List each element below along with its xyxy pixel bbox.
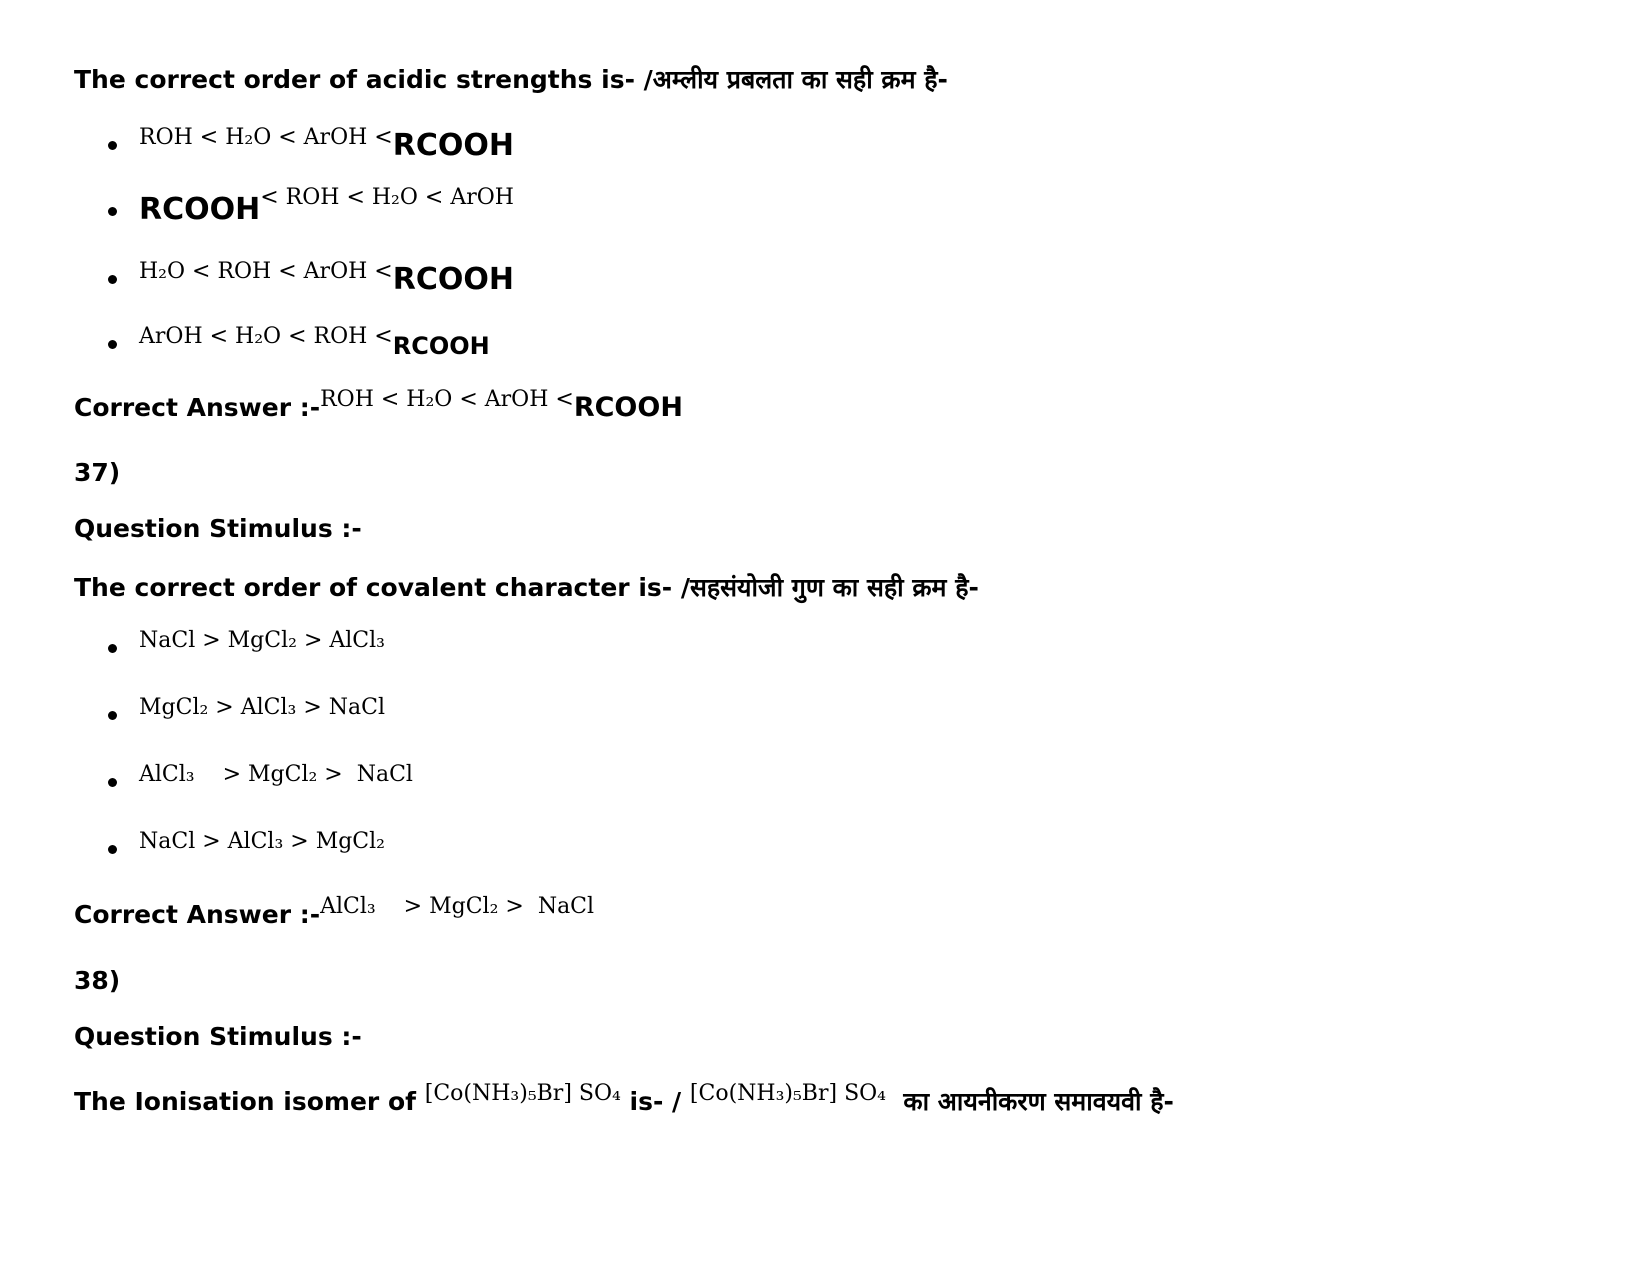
bullet-icon: [108, 711, 117, 720]
option-rcooh: RCOOH: [392, 262, 514, 297]
option-rcooh: RCOOH: [139, 192, 261, 227]
question-text: The correct order of acidic strengths is- /अम्लीय प्रबलता का सही क्रम है-: [74, 65, 948, 94]
question-text: [74, 1081, 1174, 1118]
complex-formula: [Co(NH₃)₅Br] SO₄: [424, 1081, 621, 1106]
correct-answer: [74, 894, 595, 929]
answer-label: Correct Answer :-: [74, 900, 321, 929]
stimulus-label: Question Stimulus :-: [74, 514, 362, 543]
bullet-icon: [108, 141, 117, 150]
bullet-icon: [108, 275, 117, 284]
answer-label: Correct Answer :-: [74, 393, 321, 422]
option-rcooh: RCOOH: [392, 128, 514, 163]
question-number: 38): [74, 966, 121, 995]
stimulus-label: Question Stimulus :-: [74, 1022, 362, 1051]
option-formula: NaCl > MgCl₂ > AlCl₃: [139, 628, 385, 653]
option-item[interactable]: [0, 323, 490, 360]
option-item[interactable]: [0, 628, 385, 657]
option-item[interactable]: [0, 695, 385, 724]
option-item[interactable]: [0, 124, 514, 163]
option-formula: MgCl₂ > AlCl₃ > NaCl: [139, 695, 385, 720]
answer-rcooh: RCOOH: [573, 392, 683, 423]
bullet-icon: [108, 644, 117, 653]
complex-formula: [Co(NH₃)₅Br] SO₄: [689, 1081, 886, 1106]
question-number: 37): [74, 458, 121, 487]
option-item[interactable]: [0, 829, 385, 858]
option-item[interactable]: [0, 185, 514, 227]
bullet-icon: [108, 340, 117, 349]
option-formula: H₂O < ROH < ArOH <: [139, 259, 393, 284]
option-formula: NaCl > AlCl₃ > MgCl₂: [139, 829, 385, 854]
bullet-icon: [108, 207, 117, 216]
option-formula: ROH < H₂O < ArOH <: [139, 125, 393, 150]
option-item[interactable]: [0, 762, 413, 791]
question-part: The Ionisation isomer of: [74, 1087, 425, 1116]
bullet-icon: [108, 778, 117, 787]
answer-formula: AlCl₃ > MgCl₂ > NaCl: [320, 894, 595, 919]
question-text: The correct order of covalent character is- /सहसंयोजी गुण का सही क्रम है-: [74, 573, 979, 602]
option-formula: < ROH < H₂O < ArOH: [260, 185, 514, 210]
option-formula: AlCl₃ > MgCl₂ > NaCl: [139, 762, 413, 787]
question-part: का आयनीकरण समावयवी है-: [886, 1087, 1174, 1116]
option-item[interactable]: [0, 258, 514, 297]
option-formula: ArOH < H₂O < ROH <: [139, 323, 393, 349]
answer-formula: ROH < H₂O < ArOH <: [320, 387, 574, 412]
bullet-icon: [108, 845, 117, 854]
option-rcooh: RCOOH: [392, 332, 490, 360]
correct-answer: [74, 387, 683, 423]
question-part: is- /: [620, 1087, 690, 1116]
